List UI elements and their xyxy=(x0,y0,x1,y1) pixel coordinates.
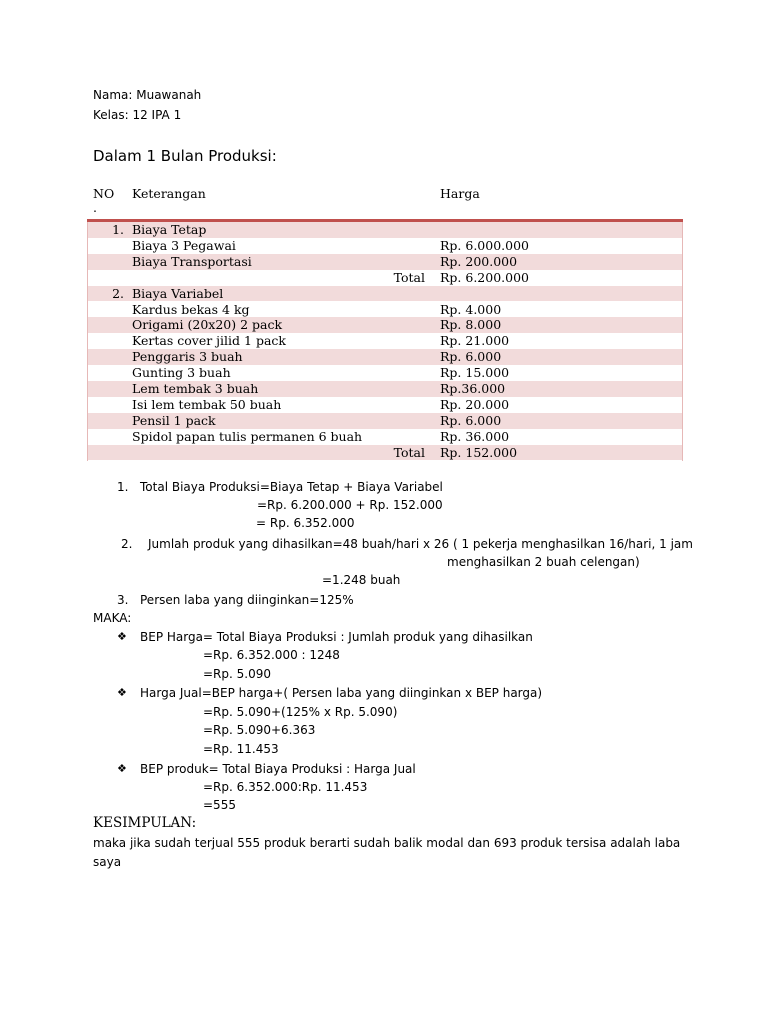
bep-harga-line-3: =Rp. 5.090 xyxy=(203,667,271,681)
row-price: Rp. 6.000 xyxy=(440,349,502,365)
row-description: Biaya Tetap xyxy=(132,222,207,237)
row-total-label: Total xyxy=(393,269,425,285)
calc-item-2-line-3: =1.248 buah xyxy=(322,573,401,587)
row-price: Rp.36.000 xyxy=(440,381,506,396)
bep-produk-line-3: =555 xyxy=(203,798,236,812)
bep-harga-line-2: =Rp. 6.352.000 : 1248 xyxy=(203,648,340,662)
calc-item-2-line-2: menghasilkan 2 buah celengan) xyxy=(447,555,640,569)
table-row xyxy=(87,270,683,286)
row-price: Rp. 200.000 xyxy=(440,253,518,269)
calc-item-2-line-1: Jumlah produk yang dihasilkan=48 buah/hari x 26 ( 1 pekerja menghasilkan 16/hari, 1 jam xyxy=(148,537,693,551)
table-row xyxy=(87,286,683,302)
table-row xyxy=(87,238,683,254)
kesimpulan-line-1: maka jika sudah terjual 555 produk berarti sudah balik modal dan 693 produk tersisa adalah laba xyxy=(93,836,681,850)
row-price: Rp. 15.000 xyxy=(440,365,510,381)
diamond-bullet-icon: ❖ xyxy=(117,686,127,699)
row-price: Rp. 6.000 xyxy=(440,412,502,428)
row-description: Lem tembak 3 buah xyxy=(132,381,259,396)
table-right-border xyxy=(682,222,683,461)
row-price: Rp. 6.200.000 xyxy=(440,269,529,285)
calc-item-1-number: 1. xyxy=(117,480,129,494)
column-header-harga: Harga xyxy=(440,186,480,201)
bep-produk-line-2: =Rp. 6.352.000:Rp. 11.453 xyxy=(203,780,368,794)
row-description: Spidol papan tulis permanen 6 buah xyxy=(132,428,363,444)
table-row xyxy=(87,222,683,238)
row-price: Rp. 6.000.000 xyxy=(440,237,529,253)
row-description: Pensil 1 pack xyxy=(132,412,216,428)
maka-label: MAKA: xyxy=(93,611,132,625)
diamond-bullet-icon: ❖ xyxy=(117,762,127,775)
calc-item-3-number: 3. xyxy=(117,593,129,607)
row-description: Origami (20x20) 2 pack xyxy=(132,317,283,333)
row-description: Kertas cover jilid 1 pack xyxy=(132,333,286,349)
row-number: 1. xyxy=(112,222,124,237)
column-header-keterangan: Keterangan xyxy=(132,186,206,201)
kesimpulan-line-2: saya xyxy=(93,855,122,869)
row-price: Rp. 20.000 xyxy=(440,396,510,412)
calc-item-3-line-1: Persen laba yang diinginkan=125% xyxy=(140,593,354,607)
bep-harga-line-1: BEP Harga= Total Biaya Produksi : Jumlah produk yang dihasilkan xyxy=(140,630,533,644)
row-description: Penggaris 3 buah xyxy=(132,349,243,365)
row-description: Kardus bekas 4 kg xyxy=(132,301,250,317)
row-price: Rp. 21.000 xyxy=(440,333,510,349)
row-number: 2. xyxy=(112,285,124,301)
student-class: Kelas: 12 IPA 1 xyxy=(93,108,182,122)
diamond-bullet-icon: ❖ xyxy=(117,630,127,643)
row-price: Rp. 152.000 xyxy=(440,444,518,460)
bep-produk-line-1: BEP produk= Total Biaya Produksi : Harga Jual xyxy=(140,762,416,776)
table-row xyxy=(87,333,683,349)
page-title: Dalam 1 Bulan Produksi: xyxy=(93,147,277,165)
row-price: Rp. 8.000 xyxy=(440,317,502,333)
table-row xyxy=(87,349,683,365)
calc-item-1-line-2: =Rp. 6.200.000 + Rp. 152.000 xyxy=(257,498,443,512)
table-row xyxy=(87,413,683,429)
table-row xyxy=(87,302,683,318)
row-description: Isi lem tembak 50 buah xyxy=(132,396,282,412)
calc-item-1-line-1: Total Biaya Produksi=Biaya Tetap + Biaya Variabel xyxy=(140,480,443,494)
student-name: Nama: Muawanah xyxy=(93,88,202,102)
table-row xyxy=(87,445,683,461)
table-row xyxy=(87,381,683,397)
kesimpulan-heading: KESIMPULAN: xyxy=(93,815,197,831)
harga-jual-line-2: =Rp. 5.090+(125% x Rp. 5.090) xyxy=(203,705,398,719)
calc-item-1-line-3: = Rp. 6.352.000 xyxy=(256,516,355,530)
row-description: Biaya Variabel xyxy=(132,285,224,301)
table-left-border xyxy=(87,222,88,461)
row-total-label: Total xyxy=(393,444,425,460)
row-price: Rp. 36.000 xyxy=(440,428,510,444)
harga-jual-line-1: Harga Jual=BEP harga+( Persen laba yang diinginkan x BEP harga) xyxy=(140,686,543,700)
harga-jual-line-3: =Rp. 5.090+6.363 xyxy=(203,723,316,737)
row-description: Biaya 3 Pegawai xyxy=(132,237,236,253)
row-description: Biaya Transportasi xyxy=(132,253,252,269)
row-description: Gunting 3 buah xyxy=(132,365,231,381)
row-price: Rp. 4.000 xyxy=(440,301,502,317)
table-row xyxy=(87,317,683,333)
column-header-no-dot: . xyxy=(93,200,97,215)
table-row xyxy=(87,397,683,413)
calc-item-2-number: 2. xyxy=(121,537,133,551)
column-header-no: NO xyxy=(93,186,115,201)
harga-jual-line-4: =Rp. 11.453 xyxy=(203,742,279,756)
table-row xyxy=(87,254,683,270)
table-row xyxy=(87,365,683,381)
table-row xyxy=(87,429,683,445)
